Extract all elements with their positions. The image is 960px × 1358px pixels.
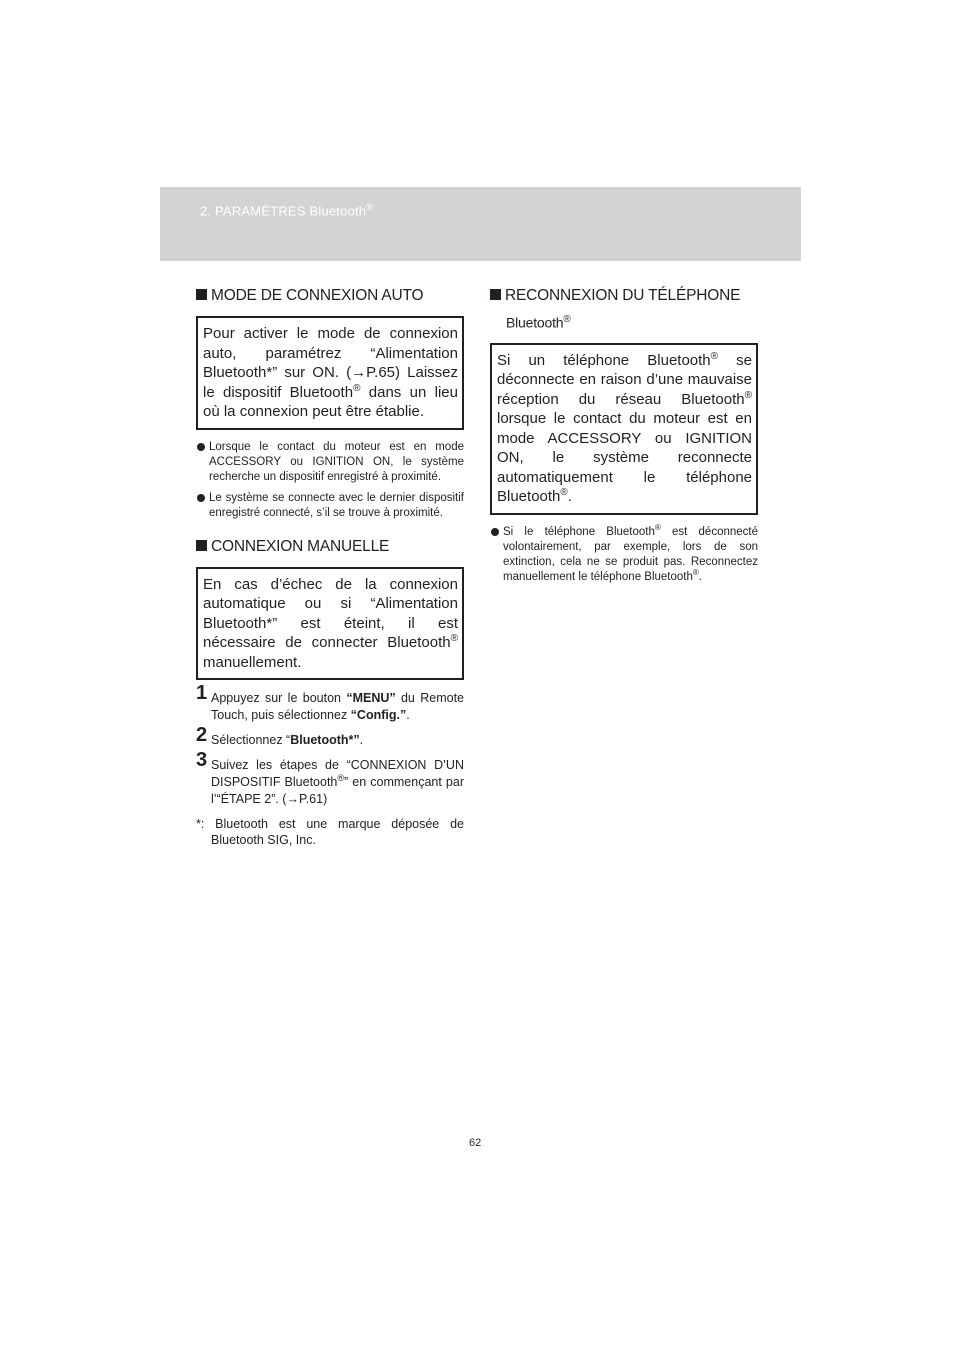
bullet-dot-icon bbox=[197, 443, 205, 451]
manual-connection-info-box: En cas d’échec de la connexion automatique ou si “Alimentation Bluetooth*” est éteint, il est nécessaire de connecter Bluetooth® manuellement. bbox=[196, 567, 464, 681]
bullet-dot-icon bbox=[197, 494, 205, 502]
left-column bbox=[196, 284, 464, 848]
step-item: 3 Suivez les étapes de “CONNEXION D’UN DISPOSITIF Bluetooth®” en commençant par l’“ÉTAPE 2”. (→P.61) bbox=[196, 749, 464, 806]
step-item: 2 Sélectionnez “Bluetooth*”. bbox=[196, 724, 364, 747]
header-bar bbox=[160, 187, 801, 261]
auto-connection-notes bbox=[196, 440, 464, 521]
step-number: 3 bbox=[196, 749, 208, 771]
step-number: 2 bbox=[196, 724, 208, 746]
reconnection-info-box: Si un téléphone Bluetooth® se déconnecte en raison d’une mauvaise réception du réseau Bluetooth® lorsque le contact du moteur est en mode ACCESSORY ou IGNITION ON, le système reconnecte automatiquement le téléphone Bluetooth®. bbox=[490, 343, 758, 515]
square-bullet-icon bbox=[196, 540, 207, 551]
right-column bbox=[490, 284, 758, 591]
step-number: 1 bbox=[196, 682, 208, 704]
list-item: Lorsque le contact du moteur est en mode ACCESSORY ou IGNITION ON, le système recherche un dispositif enregistré à proximité. bbox=[196, 440, 464, 485]
heading-auto-connection: MODE DE CONNEXION AUTO bbox=[196, 284, 464, 308]
reconnection-notes bbox=[490, 522, 758, 585]
page-number: 62 bbox=[469, 1137, 482, 1149]
step-item: 1 Appuyez sur le bouton “MENU” du Remote Touch, puis sélectionnez “Config.”. bbox=[196, 682, 464, 722]
heading-manual-connection: CONNEXION MANUELLE bbox=[196, 535, 464, 559]
square-bullet-icon bbox=[196, 289, 207, 300]
bullet-dot-icon bbox=[491, 528, 499, 536]
auto-connection-info-box: Pour activer le mode de connexion auto, paramétrez “Alimentation Bluetooth*” sur ON. (→P.65) Laissez le dispositif Bluetooth® dans un lieu où la connexion peut être établie. bbox=[196, 316, 464, 430]
list-item: Le système se connecte avec le dernier dispositif enregistré connecté, s’il se trouve à proximité. bbox=[196, 491, 464, 521]
heading-phone-reconnection: RECONNEXION DU TÉLÉPHONE Bluetooth® bbox=[490, 284, 758, 335]
manual-connection-steps bbox=[196, 682, 464, 808]
section-header-title: 2. PARAMÈTRES Bluetooth® bbox=[200, 202, 374, 219]
square-bullet-icon bbox=[490, 289, 501, 300]
footnote: *: Bluetooth est une marque déposée de Bluetooth SIG, Inc. bbox=[196, 817, 464, 847]
list-item: Si le téléphone Bluetooth® est déconnecté volontairement, par exemple, lors de son extinction, cela ne se produit pas. Reconnectez manuellement le téléphone Bluetooth®. bbox=[490, 525, 758, 585]
